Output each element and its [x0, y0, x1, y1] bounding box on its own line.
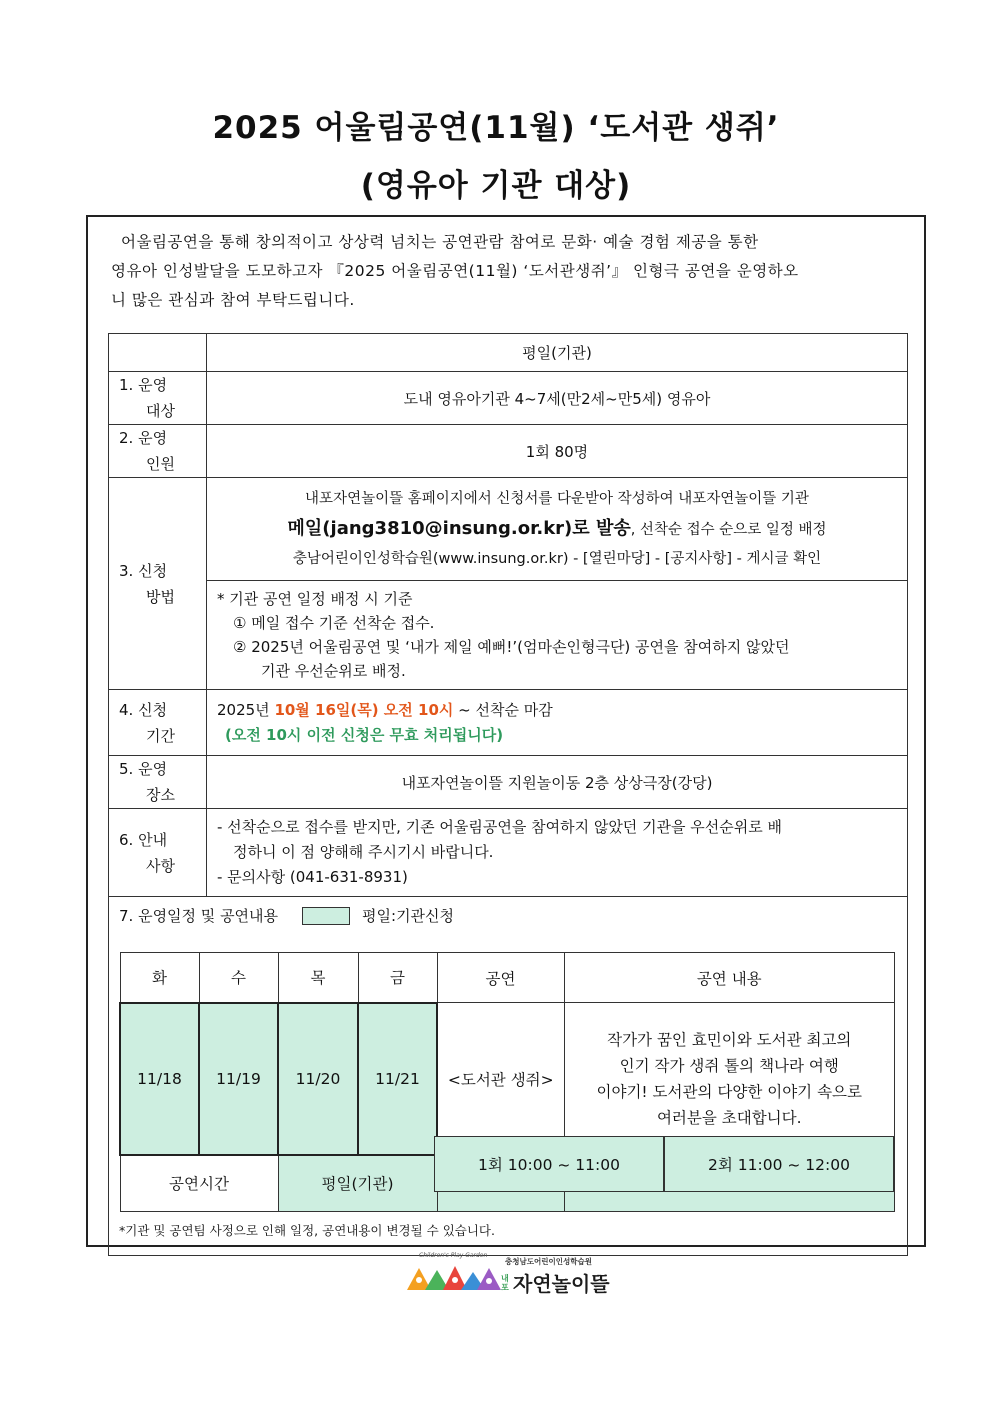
row-value-venue: 내포자연놀이뜰 지원놀이동 2층 상상극장(강당): [207, 756, 908, 809]
logo-org: 충청남도어린이인성학습원: [505, 1257, 592, 1266]
intro-line: 니 많은 관심과 참여 부탁드립니다.: [111, 291, 355, 309]
row-value-capacity: 1회 80명: [207, 425, 908, 478]
row-label-notice: 6. 안내 사항: [109, 809, 207, 897]
row-label-period: 4. 신청 기간: [109, 690, 207, 756]
date-cell: 11/21: [358, 1003, 437, 1155]
logo-name: 내포 자연놀이뜰: [501, 1272, 610, 1296]
show-title: <도서관 생쥐>: [437, 1003, 564, 1155]
show-header: 공연: [437, 953, 564, 1003]
invalid-warning: (오전 10시 이전 신청은 무효 처리됩니다): [225, 725, 504, 744]
row-value-target: 도내 영유아기관 4~7세(만2세~만5세) 영유아: [207, 372, 908, 425]
header-empty-cell: [109, 334, 207, 372]
schedule-heading: 7. 운영일정 및 공연내용 평일:기관신청: [119, 907, 455, 925]
day-header: 수: [199, 953, 278, 1003]
apply-line: 내포자연놀이뜰 홈페이지에서 신청서를 다운받아 작성하여 내포자연놀이뜰 기관: [305, 490, 809, 507]
session-2: 2회 11:00 ~ 12:00: [664, 1136, 894, 1192]
intro-line: 영유아 인성발달을 도모하고자 『2025 어울림공연(11월) ‘도서관생쥐’』 인형극 공연을 운영하오: [111, 262, 799, 280]
row-value-period: 2025년 10월 16일(목) 오전 10시 ~ 선착순 마감 (오전 10시 이전 신청은 무효 처리됩니다): [207, 690, 908, 756]
date-cell: 11/20: [278, 1003, 358, 1155]
row-label-apply: 3. 신청 방법: [109, 478, 207, 690]
intro-line: 어울림공연을 통해 창의적이고 상상력 넘치는 공연관람 참여로 문화· 예술 경험 제공을 통한: [121, 233, 759, 251]
legend-label: 평일:기관신청: [362, 907, 455, 925]
row-label-target: 1. 운영 대상: [109, 372, 207, 425]
show-description: 작가가 꿈인 효민이와 도서관 최고의 인기 작가 생쥐 톨의 책나라 여행 이야기! 도서관의 다양한 이야기 속으로 여러분을 초대합니다.: [564, 1003, 895, 1155]
day-header: 금: [358, 953, 437, 1003]
apply-line: 충남어린이인성학습원(www.insung.or.kr) - [열린마당] - [공지사항] - 게시글 확인: [292, 550, 822, 567]
legend-swatch: [302, 907, 350, 925]
row-value-notice: - 선착순으로 접수를 받지만, 기존 어울림공연을 참여하지 않았던 기관을 우선순위로 배 정하니 이 점 양해해 주시기시 바랍니다. - 문의사항 (041-631-8931): [207, 809, 908, 897]
day-header: 화: [120, 953, 199, 1003]
intro-paragraph: [111, 228, 923, 315]
schedule-section: [109, 897, 908, 1256]
time-type: 평일(기관): [278, 1155, 437, 1212]
logo-tagline: Children's Play Garden: [419, 1252, 488, 1259]
footnote: *기관 및 공연팀 사정으로 인해 일정, 공연내용이 변경될 수 있습니다.: [119, 1223, 495, 1238]
email-instruction: 메일(jang3810@insung.or.kr)로 발송: [287, 517, 631, 539]
organization-logo: [405, 1252, 620, 1296]
day-header: 목: [278, 953, 358, 1003]
info-table: [108, 333, 908, 1256]
row-value-apply: [207, 478, 908, 581]
page-subtitle: (영유아 기관 대상): [360, 168, 632, 204]
apply-line: 메일(jang3810@insung.or.kr)로 발송, 선착순 접수 순으로 일정 배정: [287, 517, 827, 539]
page-title: 2025 어울림공연(11월) ‘도서관 생쥐’: [212, 110, 780, 146]
row-value-criteria: * 기관 공연 일정 배정 시 기준 ① 메일 접수 기준 선착순 접수. ② 2025년 어울림공연 및 ‘내가 제일 예뻐!’(엄마손인형극단) 공연을 참여하지 않았던 기관 우선순위로 배정.: [207, 581, 908, 690]
date-cell: 11/19: [199, 1003, 278, 1155]
row-label-capacity: 2. 운영 인원: [109, 425, 207, 478]
content-header: 공연 내용: [564, 953, 895, 1003]
deadline-date: 10월 16일(목) 오전 10시: [274, 700, 454, 719]
header-weekday: 평일(기관): [207, 334, 908, 372]
time-label: 공연시간: [120, 1155, 278, 1212]
date-cell: 11/18: [120, 1003, 199, 1155]
row-label-venue: 5. 운영 장소: [109, 756, 207, 809]
session-1: 1회 10:00 ~ 11:00: [434, 1136, 664, 1192]
